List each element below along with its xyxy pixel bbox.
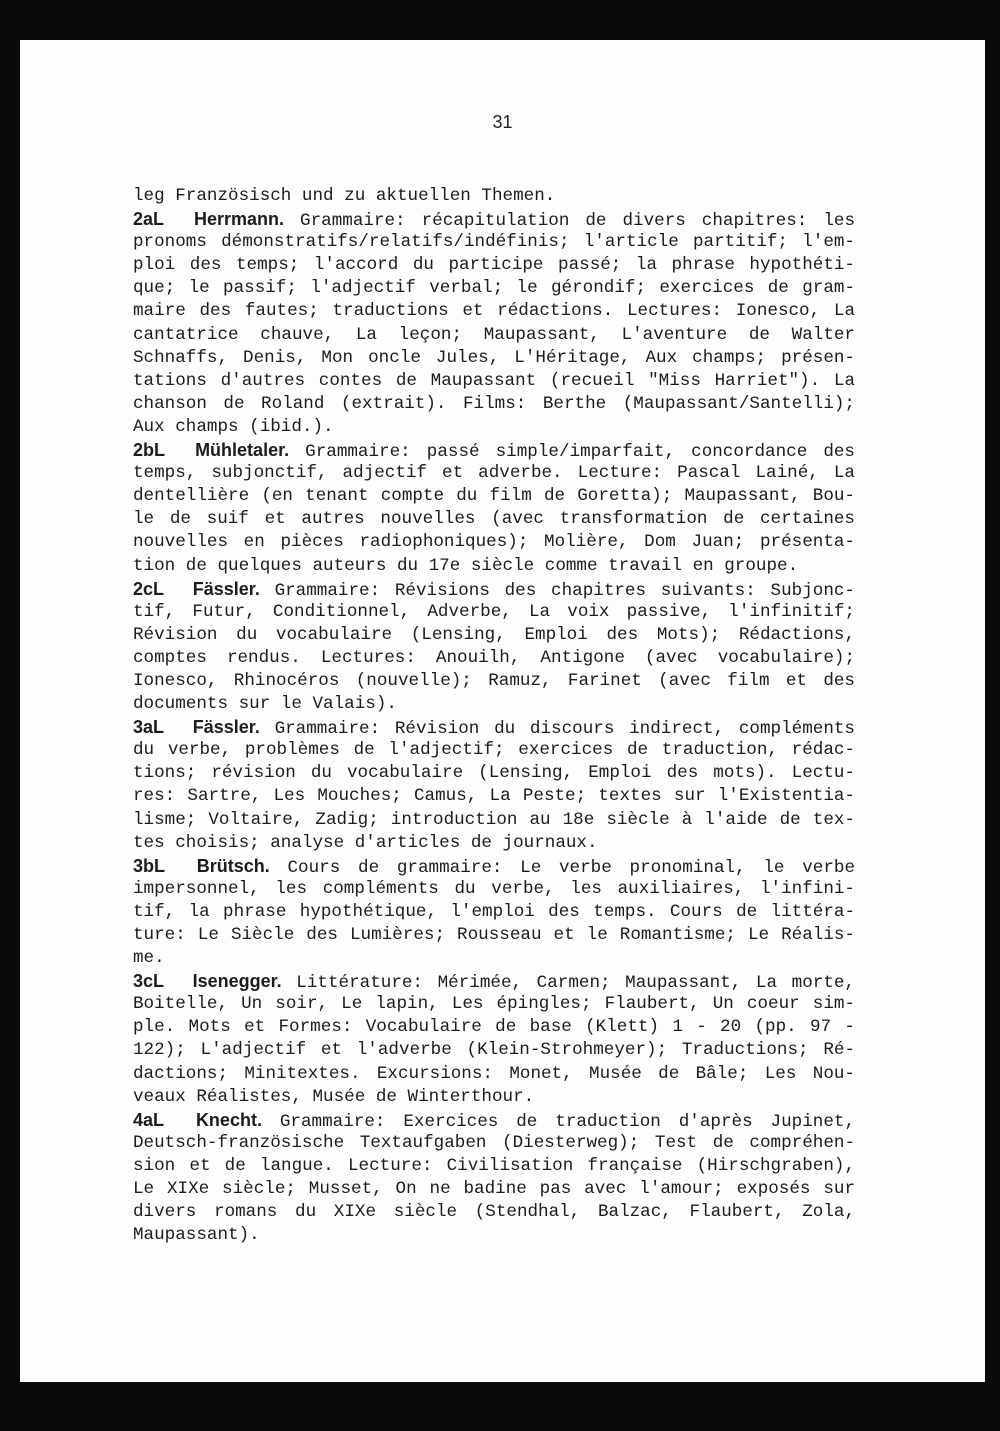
line-text: cantatrice chauve, La leçon; Maupassant, L'aventure de Walter	[133, 324, 855, 345]
text-line	[133, 531, 855, 554]
line-text: dentellière (en tenant compte du film de Goretta); Maupassant, Bou-	[133, 486, 855, 507]
class-code: 2cL	[133, 578, 165, 599]
text-line	[133, 1178, 855, 1201]
line-text: tif, la phrase hypothétique, l'emploi des temps. Cours de littéra-	[133, 901, 855, 922]
teacher-name: Herrmann.	[194, 209, 285, 230]
line-text: dactions; Minitextes. Excursions: Monet, Musée de Bâle; Les Nou-	[133, 1063, 855, 1084]
text-line	[133, 231, 855, 254]
teacher-name: Fässler.	[192, 717, 260, 738]
line-text: tes choisis; analyse d'articles de journaux.	[133, 832, 598, 853]
text-line	[133, 1016, 855, 1039]
class-code: 3cL	[133, 971, 165, 992]
text-line	[133, 300, 855, 323]
text-line	[133, 785, 855, 808]
text-line	[133, 1224, 855, 1247]
line-text: du verbe, problèmes de l'adjectif; exercices de traduction, rédac-	[133, 740, 855, 761]
line-text: que; le passif; l'adjectif verbal; le gérondif; exercices de gram-	[133, 278, 855, 299]
line-text: tions; révision du vocabulaire (Lensing, Emploi des mots). Lectu-	[133, 763, 855, 784]
line-text: Grammaire: récapitulation de divers chapitres: les	[300, 211, 856, 232]
text-line	[133, 439, 855, 462]
class-entry-2bL	[133, 439, 855, 578]
class-code: 3aL	[133, 717, 165, 738]
text-line	[133, 670, 855, 693]
text-line	[133, 1132, 855, 1155]
line-text: Cours de grammaire: Le verbe pronominal, le verbe	[287, 857, 856, 878]
text-line	[133, 993, 855, 1016]
text-line	[133, 855, 855, 878]
text-line	[133, 924, 855, 947]
text-line	[133, 647, 855, 670]
text-line	[133, 693, 855, 716]
class-entry-3aL	[133, 716, 855, 855]
line-text: maire des fautes; traductions et rédactions. Lectures: Ionesco, La	[133, 301, 855, 322]
line-text: res: Sartre, Les Mouches; Camus, La Peste; textes sur l'Existentia-	[133, 786, 855, 807]
class-entry-4aL	[133, 1109, 855, 1248]
line-text: Littérature: Mérimée, Carmen; Maupassant, La morte,	[296, 973, 855, 994]
teacher-name: Isenegger.	[192, 971, 282, 992]
continuation-text	[133, 185, 855, 208]
class-code: 2bL	[133, 440, 166, 461]
line-text: divers romans du XIXe siècle (Stendhal, Balzac, Flaubert, Zola,	[133, 1202, 855, 1223]
text-line	[133, 254, 855, 277]
line-text: ple. Mots et Formes: Vocabulaire de base (Klett) 1 - 20 (pp. 97 -	[133, 1017, 855, 1038]
text-line	[133, 624, 855, 647]
class-code: 4aL	[133, 1109, 165, 1130]
text-line	[133, 878, 855, 901]
text-line	[133, 347, 855, 370]
line-text: Grammaire: Exercices de traduction d'après Jupinet,	[279, 1111, 856, 1132]
text-line	[133, 462, 855, 485]
line-text: temps, subjonctif, adjectif et adverbe. Lecture: Pascal Lainé, La	[133, 463, 855, 484]
line-text: Grammaire: passé simple/imparfait, concordance des	[305, 442, 855, 463]
text-line	[133, 1086, 855, 1109]
line-text: veaux Réalistes, Musée de Winterthour.	[133, 1086, 535, 1107]
text-line	[133, 716, 855, 739]
line-text: Schnaffs, Denis, Mon oncle Jules, L'Héritage, Aux champs; présen-	[133, 347, 855, 368]
text-line	[133, 832, 855, 855]
line-text: le de suif et autres nouvelles (avec transformation de certaines	[133, 509, 855, 530]
line-text: ploi des temps; l'accord du participe passé; la phrase hypothéti-	[133, 255, 855, 276]
text-line	[133, 947, 855, 970]
line-text: me.	[133, 948, 165, 969]
text-line	[133, 739, 855, 762]
class-entry-3cL	[133, 970, 855, 1109]
line-text: lisme; Voltaire, Zadig; introduction au 18e siècle à l'aide de tex-	[133, 809, 855, 830]
line-text: leg Französisch und zu aktuellen Themen.	[133, 186, 556, 206]
page-number: 31	[492, 112, 513, 132]
text-line	[133, 1063, 855, 1086]
line-text: Maupassant).	[133, 1225, 260, 1246]
text-line	[133, 809, 855, 832]
text-line	[133, 324, 855, 347]
line-text: tations d'autres contes de Maupassant (recueil "Miss Harriet"). La	[133, 370, 855, 391]
document-page	[20, 40, 985, 1382]
text-line	[133, 485, 855, 508]
text-line	[133, 1201, 855, 1224]
text-line	[133, 208, 855, 231]
class-entry-3bL	[133, 855, 855, 970]
line-text: tif, Futur, Conditionnel, Adverbe, La voix passive, l'infinitif;	[133, 601, 855, 622]
text-line	[133, 970, 855, 993]
line-text: 122); L'adjectif et l'adverbe (Klein-Strohmeyer); Traductions; Ré-	[133, 1040, 855, 1061]
line-text: pronoms démonstratifs/relatifs/indéfinis; l'article partitif; l'em-	[133, 232, 855, 253]
line-text: Grammaire: Révisions des chapitres suivants: Subjonc-	[274, 580, 855, 601]
line-text: ture: Le Siècle des Lumières; Rousseau et le Romantisme; Le Réalis-	[133, 925, 855, 945]
class-entry-2cL	[133, 578, 855, 717]
line-text: Révision du vocabulaire (Lensing, Emploi des Mots); Rédactions,	[133, 624, 855, 645]
text-line	[133, 393, 855, 416]
line-text: Grammaire: Révision du discours indirect, compléments	[274, 719, 855, 740]
teacher-name: Knecht.	[195, 1109, 262, 1130]
teacher-name: Mühletaler.	[195, 440, 290, 461]
class-code: 2aL	[133, 209, 165, 230]
text-line	[133, 901, 855, 924]
teacher-name: Brütsch.	[196, 855, 270, 876]
line-text: Ionesco, Rhinocéros (nouvelle); Ramuz, Farinet (avec film et des	[133, 670, 855, 691]
line-text: Aux champs (ibid.).	[133, 416, 334, 437]
line-text: chanson de Roland (extrait). Films: Berthe (Maupassant/Santelli);	[133, 393, 855, 414]
line-text: Deutsch-französische Textaufgaben (Diesterweg); Test de compréhen-	[133, 1132, 855, 1153]
line-text: sion et de langue. Lecture: Civilisation française (Hirschgraben),	[133, 1155, 855, 1176]
line-text: Le XIXe siècle; Musset, On ne badine pas avec l'amour; exposés sur	[133, 1179, 855, 1200]
text-line	[133, 762, 855, 785]
text-line	[133, 1109, 855, 1132]
class-code: 3bL	[133, 855, 166, 876]
class-entry-2aL	[133, 208, 855, 439]
text-line	[133, 1039, 855, 1062]
document-body	[133, 185, 855, 1247]
text-line	[133, 185, 855, 208]
text-line	[133, 416, 855, 439]
line-text: comptes rendus. Lectures: Anouilh, Antigone (avec vocabulaire);	[133, 647, 855, 668]
line-text: tion de quelques auteurs du 17e siècle comme travail en groupe.	[133, 555, 799, 576]
text-line	[133, 1155, 855, 1178]
text-line	[133, 601, 855, 624]
text-line	[133, 508, 855, 531]
text-line	[133, 578, 855, 601]
line-text: nouvelles en pièces radiophoniques); Molière, Dom Juan; présenta-	[133, 532, 855, 553]
text-line	[133, 370, 855, 393]
line-text: impersonnel, les compléments du verbe, les auxiliaires, l'infini-	[133, 878, 855, 899]
text-line	[133, 277, 855, 300]
teacher-name: Fässler.	[192, 578, 260, 599]
text-line	[133, 555, 855, 578]
line-text: Boitelle, Un soir, Le lapin, Les épingles; Flaubert, Un coeur sim-	[133, 994, 855, 1015]
line-text: documents sur le Valais).	[133, 694, 397, 715]
